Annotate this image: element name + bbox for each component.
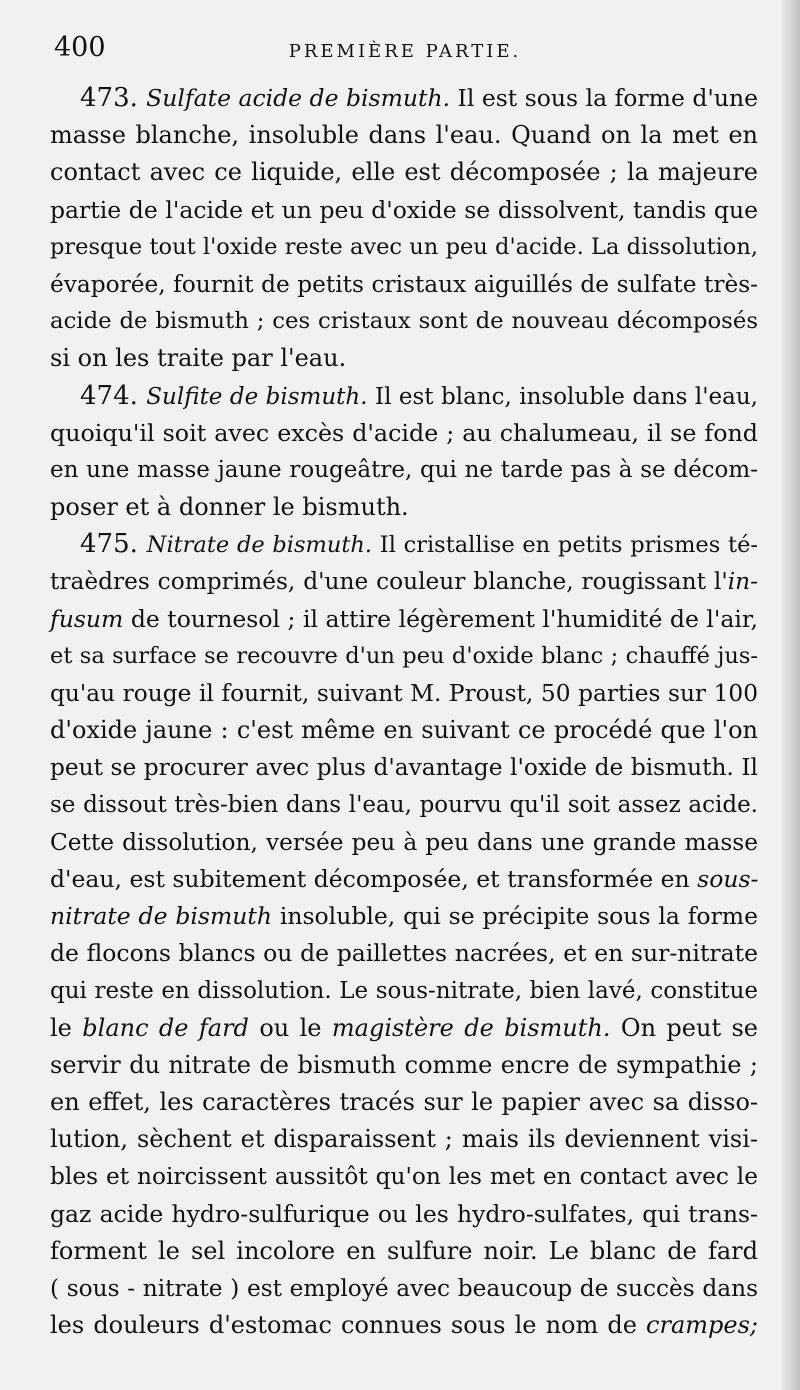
text-segment: de flocons blancs ou de paillettes nacrées, et en sur-nitrate (50, 939, 758, 968)
text-segment: forment le sel incolore en sulfure noir. Le blanc de fard (50, 1236, 758, 1265)
text-line (50, 192, 758, 229)
italic-text: nitrate de bismuth (50, 902, 272, 931)
text-segment: acide de bismuth ; ces cristaux sont de nouveau décomposés (50, 308, 758, 335)
text-line (50, 266, 758, 303)
article-number: 475. (80, 529, 147, 560)
text-line (50, 1010, 758, 1047)
article-number: 473. (80, 83, 147, 113)
text-segment: gaz acide hydro-sulfurique ou les hydro-sulfates, qui trans- (50, 1199, 758, 1228)
text-line (50, 1270, 758, 1307)
page-edge-shadow (782, 0, 800, 1390)
text-line (50, 935, 758, 972)
text-line (50, 638, 758, 675)
text-line (50, 1158, 758, 1195)
text-segment: le (50, 1013, 83, 1042)
text-line (50, 824, 758, 861)
text-line (50, 117, 758, 154)
text-segment: en une masse jaune rougeâtre, qui ne tarde pas à se décom- (50, 456, 758, 483)
body-text (50, 80, 758, 1344)
text-segment: d'oxide jaune : c'est même en suivant ce procédé que l'on (50, 716, 758, 745)
text-segment: Il cristallise en petits prismes té- (372, 532, 758, 559)
text-line (50, 340, 758, 377)
text-line (50, 415, 758, 452)
italic-text: Sulfite de bismuth. (146, 383, 368, 410)
text-segment: partie de l'acide et un peu d'oxide se dissolvent, tandis que (50, 195, 758, 224)
text-segment: presque tout l'oxide reste avec un peu d'acide. La dissolution, (50, 233, 758, 260)
text-segment: lution, sèchent et disparaissent ; mais ils deviennent visi- (50, 1125, 758, 1154)
text-line (50, 80, 758, 117)
text-segment: de tournesol ; il attire légèrement l'humidité de l'air, (123, 604, 758, 633)
text-line (50, 675, 758, 712)
text-segment: si on les traite par l'eau. (50, 344, 347, 373)
text-line (50, 154, 758, 191)
text-line (50, 489, 758, 526)
text-line (50, 378, 758, 415)
italic-text: Sulfate acide de bismuth. (146, 84, 451, 112)
italic-text: magistère de bismuth. (331, 1013, 611, 1042)
text-segment: peut se procurer avec plus d'avantage l'oxide de bismuth. Il (50, 754, 758, 782)
text-segment: poser et à donner le bismuth. (50, 493, 409, 522)
text-segment: quoiqu'il soit avec excès d'acide ; au chalumeau, il se fond (50, 418, 758, 447)
text-segment: bles et noircissent aussitôt qu'on les met en contact avec le (50, 1163, 758, 1191)
text-line (50, 526, 758, 563)
text-segment: On peut se (610, 1013, 758, 1042)
text-segment: évaporée, fournit de petits cristaux aiguillés de sulfate très- (50, 270, 758, 298)
italic-text: crampes; (646, 1311, 758, 1340)
page-number: 400 (54, 32, 106, 63)
text-segment: Il est sous la forme d'une (450, 84, 758, 112)
text-line (50, 861, 758, 898)
article-number: 474. (80, 380, 147, 411)
text-segment: d'eau, est subitement décomposée, et transformée en (50, 864, 698, 893)
text-segment: qu'au rouge il fournit, suivant M. Proust, 50 parties sur 100 (50, 680, 758, 707)
text-segment: masse blanche, insoluble dans l'eau. Quand on la met en (50, 121, 758, 150)
text-segment: qui reste en dissolution. Le sous-nitrate, bien lavé, constitue (50, 977, 758, 1004)
italic-text: sous- (697, 864, 759, 893)
italic-text: in- (727, 568, 758, 596)
text-segment: ou le (248, 1013, 332, 1042)
text-segment: insoluble, qui se précipite sous la forme (271, 902, 758, 931)
text-segment: traèdres comprimés, d'une couleur blanche, rougissant l' (50, 568, 728, 596)
page-header (50, 28, 760, 68)
italic-text: blanc de fard (82, 1013, 249, 1042)
text-line (50, 973, 758, 1010)
text-segment: en effet, les caractères tracés sur le papier avec sa disso- (50, 1088, 758, 1117)
italic-text: Nitrate de bismuth. (146, 532, 373, 559)
text-line (50, 563, 758, 600)
running-title: PREMIÈRE PARTIE. (288, 41, 522, 62)
text-line (50, 452, 758, 489)
text-segment: ( sous - nitrate ) est employé avec beaucoup de succès dans (50, 1275, 758, 1302)
text-line (50, 1307, 758, 1344)
text-segment: se dissout très-bien dans l'eau, pourvu qu'il soit assez acide. (50, 791, 758, 818)
text-segment: contact avec ce liquide, elle est décomposée ; la majeure (50, 158, 758, 187)
text-segment: servir du nitrate de bismuth comme encre de sympathie ; (50, 1050, 758, 1079)
text-segment: et sa surface se recouvre d'un peu d'oxide blanc ; chauffé jus- (50, 642, 758, 669)
text-line (50, 601, 758, 638)
text-line (50, 749, 758, 786)
text-segment: Cette dissolution, versée peu à peu dans une grande masse (50, 828, 758, 856)
text-line (50, 712, 758, 749)
text-line (50, 1047, 758, 1084)
text-line (50, 787, 758, 824)
text-segment: les douleurs d'estomac connues sous le nom de (50, 1311, 647, 1340)
text-line (50, 1121, 758, 1158)
text-line (50, 1233, 758, 1270)
text-segment: Il est blanc, insoluble dans l'eau, (367, 383, 758, 410)
text-line (50, 1196, 758, 1233)
text-line (50, 1084, 758, 1121)
italic-text: fusum (50, 604, 124, 633)
text-line (50, 898, 758, 935)
text-line (50, 303, 758, 340)
text-line (50, 229, 758, 266)
